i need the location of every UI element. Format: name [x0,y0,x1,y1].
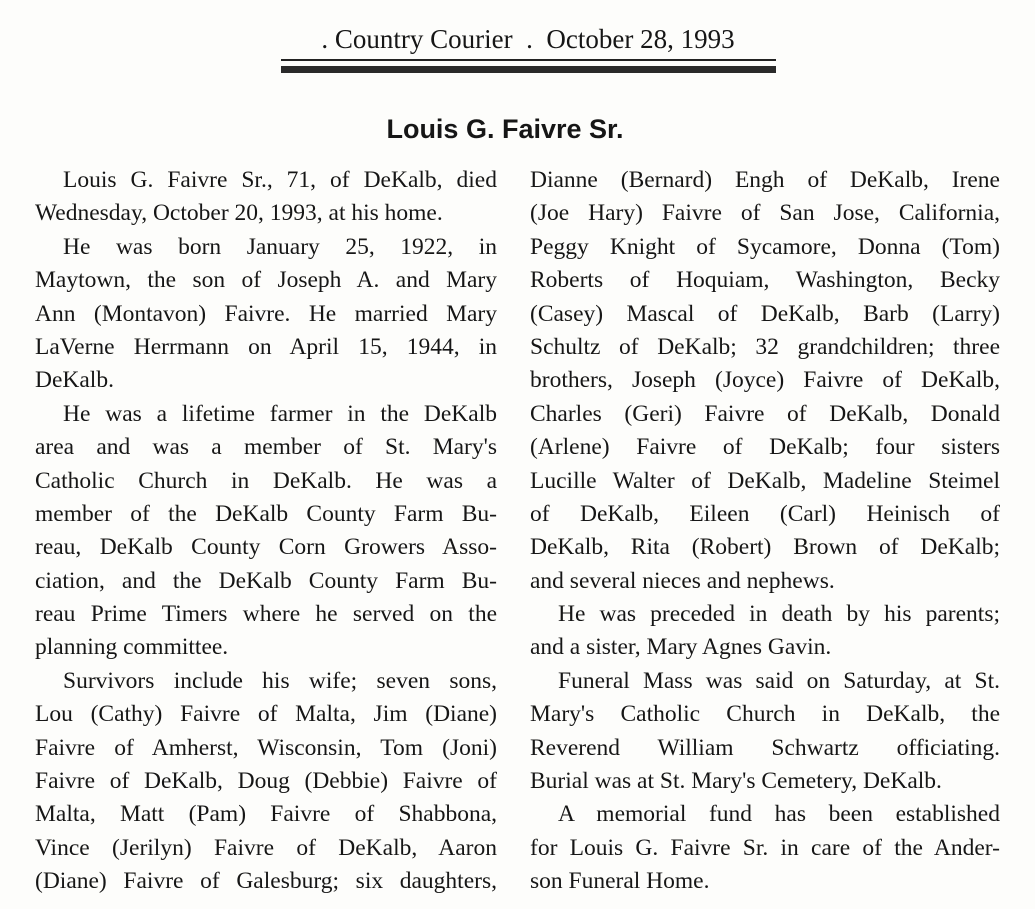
text-line: He was a lifetime farmer in the DeKalb [63,400,497,427]
text-line: and a sister, Mary Agnes Gavin. [530,634,832,661]
text-line: planning committee. [35,634,229,661]
right-column [530,164,1000,899]
header-rule-thin [281,59,776,61]
text-line: Charles (Geri) Faivre of DeKalb, Donald [530,400,1000,427]
header-rule-thick [281,66,776,73]
text-line: Burial was at St. Mary's Cemetery, DeKalb. [530,768,942,795]
left-column [35,164,497,899]
text-line: He was preceded in death by his parents; [558,601,1000,628]
text-line: (Arlene) Faivre of DeKalb; four sisters [530,434,1000,461]
text-line: Wednesday, October 20, 1993, at his home. [35,200,443,227]
text-line: Lou (Cathy) Faivre of Malta, Jim (Diane) [35,701,497,728]
text-line: Vince (Jerilyn) Faivre of DeKalb, Aaron [35,834,497,861]
text-line: (Joe Hary) Faivre of San Jose, California, [530,200,1000,227]
text-line: brothers, Joseph (Joyce) Faivre of DeKalb, [530,367,1000,394]
text-line: Reverend William Schwartz officiating. [530,734,1000,761]
text-line: Faivre of DeKalb, Doug (Debbie) Faivre of [35,768,497,795]
text-line: (Diane) Faivre of Galesburg; six daughters, [35,868,497,895]
text-line: Ann (Montavon) Faivre. He married Mary [35,300,497,327]
text-line: area and was a member of St. Mary's [35,434,497,461]
text-line: of DeKalb, Eileen (Carl) Heinisch of [530,500,1000,527]
text-line: Lucille Walter of DeKalb, Madeline Steimel [530,467,1000,494]
text-line: Schultz of DeKalb; 32 grandchildren; three [530,333,1000,360]
text-line: Malta, Matt (Pam) Faivre of Shabbona, [35,801,497,828]
text-line: DeKalb. [35,367,114,394]
text-line: (Casey) Mascal of DeKalb, Barb (Larry) [530,300,1000,327]
newspaper-header: . Country Courier . October 28, 1993 [321,24,735,54]
text-line: He was born January 25, 1922, in [63,233,497,260]
text-line: reau Prime Timers where he served on the [35,601,497,628]
text-line: member of the DeKalb County Farm Bu- [35,500,497,527]
text-line: Peggy Knight of Sycamore, Donna (Tom) [530,233,1000,260]
text-line: Dianne (Bernard) Engh of DeKalb, Irene [530,167,1000,193]
text-line: DeKalb, Rita (Robert) Brown of DeKalb; [530,534,1000,561]
obituary-title: Louis G. Faivre Sr. [386,114,624,144]
text-line: Maytown, the son of Joseph A. and Mary [35,267,497,294]
text-line: ciation, and the DeKalb County Farm Bu- [35,567,497,594]
text-line: Funeral Mass was said on Saturday, at St. [558,667,1000,694]
text-line: Roberts of Hoquiam, Washington, Becky [530,267,1000,294]
text-line: reau, DeKalb County Corn Growers Asso- [35,534,497,561]
text-line: Mary's Catholic Church in DeKalb, the [530,701,1000,728]
text-line: Faivre of Amherst, Wisconsin, Tom (Joni) [35,734,497,761]
text-line: Survivors include his wife; seven sons, [63,667,497,694]
text-line: for Louis G. Faivre Sr. in care of the Ander- [530,834,1000,861]
text-line: Catholic Church in DeKalb. He was a [35,467,497,494]
text-line: Louis G. Faivre Sr., 71, of DeKalb, died [63,167,497,193]
text-line: and several nieces and nephews. [530,567,835,594]
text-line: son Funeral Home. [530,868,710,895]
text-line: A memorial fund has been established [558,801,1000,828]
text-line: LaVerne Herrmann on April 15, 1944, in [35,333,497,360]
